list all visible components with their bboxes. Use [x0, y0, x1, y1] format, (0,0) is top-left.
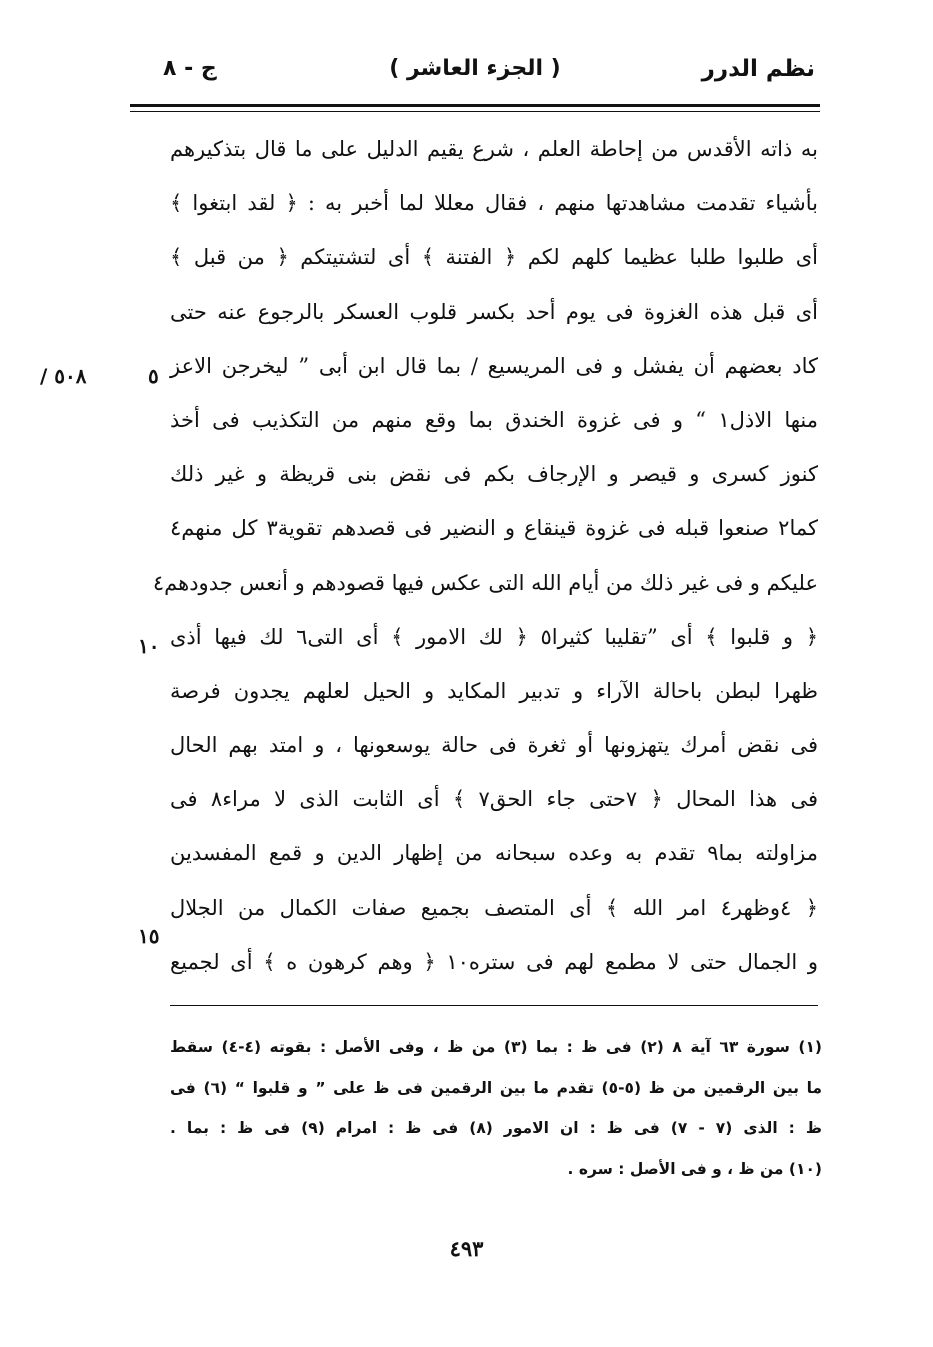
header-rule-thick: [130, 104, 820, 107]
text-line: ﴿ و قلبوا ﴾ أى ”تقليبا كثيرا٥ ﴿ لك الامور ﴾ أى التى٦ لك فيها أذى: [170, 624, 819, 649]
text-line: به ذاته الأقدس من إحاطة العلم ، شرع يقيم الدليل على ما قال بتذكيرهم: [170, 137, 818, 161]
header-rule-thin: [130, 111, 820, 112]
text-line: كاد بعضهم أن يفشل و فى المريسيع / بما قال ابن أبى ” ليخرجن الاعز: [170, 353, 818, 378]
line-marker-10: ١٠: [138, 634, 160, 658]
text-line: منها الاذل١ “ و فى غزوة الخندق بما وقع منهم من التكذيب فى أخذ: [170, 407, 818, 432]
text-line: أى طلبوا طلبا عظيما كلهم لكم ﴿ الفتنة ﴾ أى لتشتيتكم ﴿ من قبل ﴾: [170, 245, 818, 270]
text-line: ظهرا لبطن باحالة الآراء و تدبير المكايد و الحيل لعلهم يجدون فرصة: [170, 678, 818, 703]
text-line: ﴿ ٤وظهر٤ امر الله ﴾ أى المتصف بجميع صفات الكمال من الجلال: [170, 895, 818, 920]
part-title: ( الجزء العاشر ): [389, 56, 561, 81]
text-line: كما٢ صنعوا قبله فى غزوة قينقاع و النضير فى قصدهم تقوية٣ كل منهم٤: [170, 516, 818, 541]
line-marker-5: ٥: [148, 364, 159, 388]
book-title: نظم الدرر: [701, 56, 815, 82]
running-header: [135, 52, 815, 102]
footnotes: [170, 1027, 822, 1189]
line-marker-15: ١٥: [138, 924, 160, 948]
text-line: أى قبل هذه الغزوة فى يوم أحد بكسر قلوب العسكر بالرجوع عنه حتى: [170, 299, 818, 324]
text-line: عليكم و فى غير ذلك من أيام الله التى عكس فيها قصودهم و أنعس جدودهم٤: [152, 570, 818, 595]
footnote-line: ظ : الذى (٧ - ٧) فى ظ : ان الامور (٨) فى ظ : امرام (٩) فى ظ : بما .: [170, 1119, 822, 1137]
text-line: و الجمال حتى لا مطمع لهم فى ستره١٠ ﴿ وهم كرهون ه ﴾ أى لجميع: [170, 949, 818, 974]
text-line: فى هذا المحال ﴿ ٧حتى جاء الحق٧ ﴾ أى الثابت الذى لا مراء٨ فى: [170, 787, 818, 812]
text-line: كنوز كسرى و قيصر و الإرجاف بكم فى نقض بنى قريظة و غير ذلك: [170, 462, 818, 487]
text-line: فى نقض أمرك يتهزونها أو ثغرة فى حالة يوسعونها ، و امتد بهم الحال: [170, 733, 818, 758]
footnote-line: (١٠) من ظ ، و فى الأصل : سره .: [567, 1159, 822, 1178]
footnote-line: ما بين الرقمين من ظ (٥-٥) تقدم ما بين الرقمين فى ظ على ” و قلبوا “ (٦) فى: [170, 1078, 823, 1097]
main-text: [152, 122, 819, 989]
volume-number: ج - ٨: [163, 56, 217, 81]
page-number: ٤٩٣: [449, 1236, 484, 1261]
footnote-line: (١) سورة ٦٣ آية ٨ (٢) فى ظ : بما (٣) من ظ ، وفى الأصل : بقوته (٤-٤) سقط: [170, 1038, 822, 1056]
margin-folio-reference: ٥٠٨ /: [40, 364, 87, 388]
text-line: مزاولته بما٩ تقدم به وعده سبحانه من إظهار الدين و قمع المفسدين: [170, 841, 818, 866]
footnote-separator: [170, 1005, 818, 1006]
text-line: بأشياء تقدمت مشاهدتها منهم ، فقال معللا لما أخبر به : ﴿ لقد ابتغوا ﴾: [170, 191, 818, 216]
